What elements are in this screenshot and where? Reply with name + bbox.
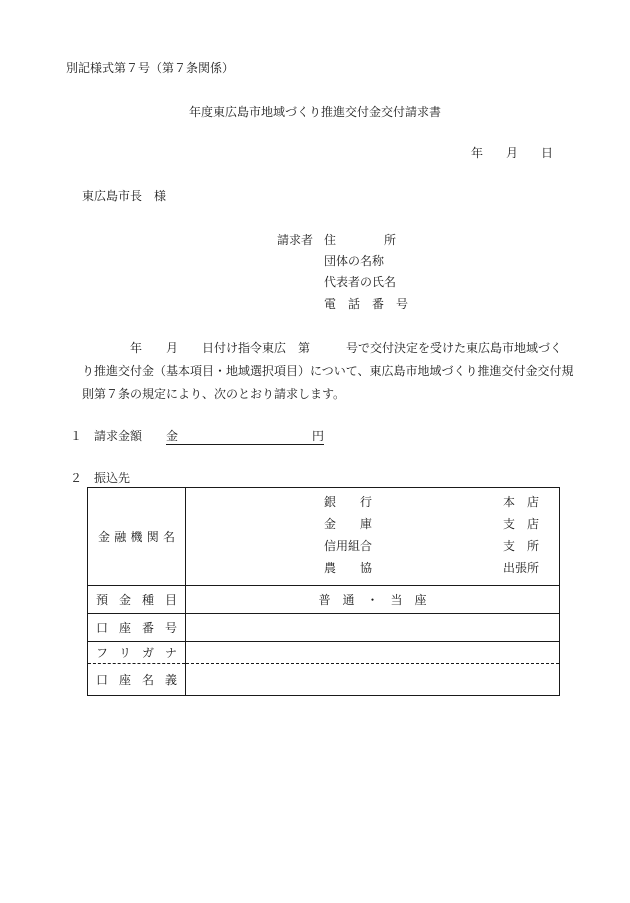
account-name-label-cell — [88, 664, 186, 696]
date-year: 年 — [471, 146, 484, 160]
statement-line: 則第７条の規定により、次のとおり請求します。 — [82, 387, 346, 401]
bank-account-table — [87, 487, 560, 696]
institution-label: 金 融 機 関 名 — [98, 530, 175, 544]
furigana-label-cell — [88, 642, 186, 664]
furigana-field[interactable] — [186, 642, 560, 664]
date-month: 月 — [506, 146, 519, 160]
deposit-type-label-cell — [88, 586, 186, 614]
account-number-label: 口 座 番 号 — [96, 621, 177, 635]
branch-type: 本 店 — [502, 495, 539, 509]
document-title: 年度東広島市地域づくり推進交付金交付請求書 — [188, 105, 441, 119]
account-name-field[interactable] — [186, 664, 560, 696]
addressee: 東広島市長 様 — [82, 189, 167, 203]
request-statement — [82, 337, 572, 406]
requester-address-label: 住 所 — [324, 233, 397, 247]
branch-type: 支 店 — [502, 517, 539, 531]
institution-type: 銀 行 — [324, 495, 373, 509]
institution-row — [186, 559, 559, 575]
account-name-label: 口 座 名 義 — [96, 673, 177, 687]
date-line — [471, 145, 553, 161]
institution-label-cell — [88, 488, 186, 586]
requester-organization-label: 団体の名称 — [324, 254, 385, 268]
institution-name-cell[interactable] — [186, 488, 560, 586]
requester-representative-label: 代表者の氏名 — [324, 275, 397, 289]
statement-line: 年 月 日付け指令東広 第 号で交付決定を受けた東広島市地域づく — [82, 341, 563, 355]
institution-type: 農 協 — [324, 561, 373, 575]
account-number-field[interactable] — [186, 614, 560, 642]
deposit-type-label: 預 金 種 目 — [96, 593, 177, 607]
institution-row — [186, 515, 559, 531]
institution-type: 金 庫 — [324, 517, 373, 531]
transfer-destination-label: ２ 振込先 — [70, 471, 131, 485]
branch-type: 支 所 — [502, 539, 539, 553]
institution-type: 信用組合 — [324, 539, 373, 553]
deposit-type-value[interactable]: 普 通 ・ 当 座 — [186, 586, 560, 614]
claim-amount-field[interactable] — [166, 428, 324, 445]
form-number: 別記様式第７号（第７条関係） — [66, 61, 235, 75]
amount-suffix: 円 — [311, 429, 324, 443]
furigana-label: フ リ ガ ナ — [96, 646, 177, 660]
claim-amount-label: １ 請求金額 — [70, 429, 143, 443]
institution-row — [186, 493, 559, 509]
date-day: 日 — [541, 146, 554, 160]
statement-line: り推進交付金（基本項目・地域選択項目）について、東広島市地域づくり推進交付金交付規 — [82, 364, 574, 378]
requester-label: 請求者 — [277, 233, 314, 247]
amount-prefix: 金 — [166, 429, 179, 443]
requester-phone-label: 電 話 番 号 — [324, 297, 409, 311]
institution-row — [186, 537, 559, 553]
branch-type: 出張所 — [502, 561, 539, 575]
account-number-label-cell — [88, 614, 186, 642]
